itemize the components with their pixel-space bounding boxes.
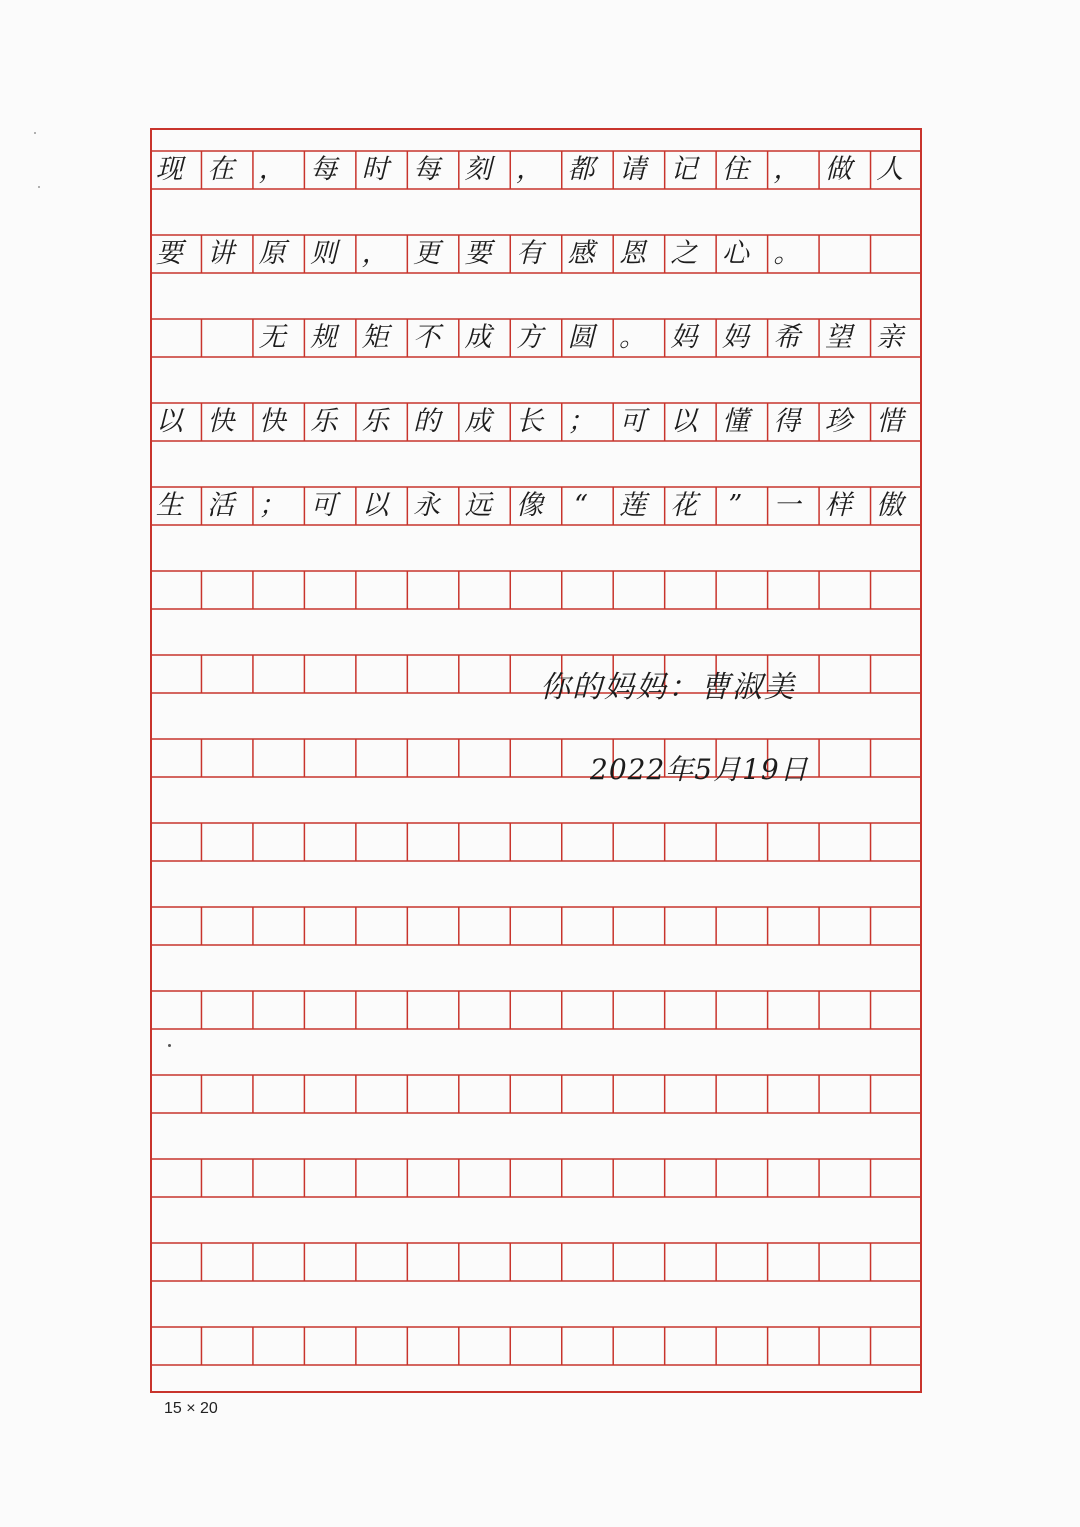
handwritten-char: 心	[721, 238, 749, 269]
handwritten-char: 可	[310, 490, 338, 521]
handwritten-char: ，	[258, 154, 286, 185]
handwritten-char: “	[574, 490, 588, 521]
handwritten-char: 惜	[876, 406, 904, 437]
handwritten-char: 刻	[464, 154, 492, 185]
handwritten-char: 之	[670, 238, 698, 269]
handwritten-char: 珍	[824, 406, 852, 437]
handwritten-char: 快	[258, 406, 286, 437]
handwritten-char: 得	[773, 406, 801, 437]
handwritten-char: 有	[516, 238, 544, 269]
handwritten-char: 感	[567, 238, 595, 269]
handwritten-char: 妈	[670, 322, 698, 353]
handwritten-char: 住	[721, 154, 749, 185]
handwritten-char: 长	[516, 406, 544, 437]
handwritten-char: 记	[670, 154, 698, 185]
scan-speck	[34, 132, 36, 134]
handwritten-char: 莲	[618, 490, 646, 521]
handwritten-char: 成	[464, 406, 492, 437]
handwritten-char: 不	[413, 322, 441, 353]
handwritten-char: 每	[310, 154, 338, 185]
handwritten-char: 每	[413, 154, 441, 185]
handwritten-char: ；	[567, 406, 595, 437]
handwritten-char: 方	[516, 322, 544, 353]
handwritten-char: 以	[670, 406, 698, 437]
handwritten-char: 则	[310, 238, 338, 269]
handwritten-char: 。	[618, 322, 646, 353]
handwritten-char: 时	[361, 154, 389, 185]
handwritten-char	[150, 319, 189, 357]
handwritten-char: 一	[773, 490, 801, 521]
handwritten-char: ，	[361, 238, 389, 269]
handwritten-char: 做	[824, 154, 852, 185]
handwritten-char: 无	[258, 322, 286, 353]
handwritten-char: 成	[464, 322, 492, 353]
handwritten-char: 傲	[876, 490, 904, 521]
handwritten-char: ，	[516, 154, 544, 185]
handwritten-char: ；	[258, 490, 286, 521]
handwritten-char: 圆	[567, 322, 595, 353]
signature-line: 你的妈妈：曹淑美	[540, 670, 796, 705]
grid-size-label: 15 × 20	[164, 1400, 218, 1417]
handwritten-char: 讲	[207, 238, 235, 269]
handwritten-char: 现	[155, 154, 183, 185]
handwritten-char: 请	[618, 154, 646, 185]
handwritten-char: 妈	[721, 322, 749, 353]
handwritten-char: 要	[464, 238, 492, 269]
handwritten-char: 。	[773, 238, 801, 269]
handwritten-char: 亲	[876, 322, 904, 353]
handwritten-char: 可	[618, 406, 646, 437]
handwritten-char: 的	[413, 406, 441, 437]
scan-speck	[38, 186, 40, 188]
handwritten-char: 快	[207, 406, 235, 437]
handwritten-char: 懂	[721, 406, 749, 437]
handwritten-char: 以	[361, 490, 389, 521]
handwritten-char: ，	[773, 154, 801, 185]
handwritten-char: 样	[824, 490, 852, 521]
handwritten-char: 更	[413, 238, 441, 269]
handwritten-char: 要	[155, 238, 183, 269]
handwritten-char: 像	[516, 490, 544, 521]
handwritten-char: 矩	[361, 322, 389, 353]
handwritten-char: 乐	[310, 406, 338, 437]
handwritten-char: 永	[413, 490, 441, 521]
handwritten-char: 恩	[618, 238, 646, 269]
handwritten-char: 乐	[361, 406, 389, 437]
handwritten-char: 人	[876, 154, 904, 185]
handwritten-char: 在	[207, 154, 235, 185]
handwritten-char	[201, 319, 240, 357]
handwritten-char: ”	[728, 490, 743, 521]
handwritten-char: 都	[567, 154, 595, 185]
handwritten-char: 以	[155, 406, 183, 437]
signature-date: 2022年5月19日	[590, 753, 809, 786]
handwritten-char: 生	[155, 490, 183, 521]
handwritten-char: 规	[310, 322, 338, 353]
scan-speck	[168, 1044, 171, 1047]
handwritten-char: 望	[824, 322, 852, 353]
handwritten-char: 原	[258, 238, 286, 269]
handwritten-char: 远	[464, 490, 492, 521]
handwritten-char: 活	[207, 490, 235, 521]
handwritten-char: 花	[670, 490, 698, 521]
handwritten-char: 希	[773, 322, 801, 353]
